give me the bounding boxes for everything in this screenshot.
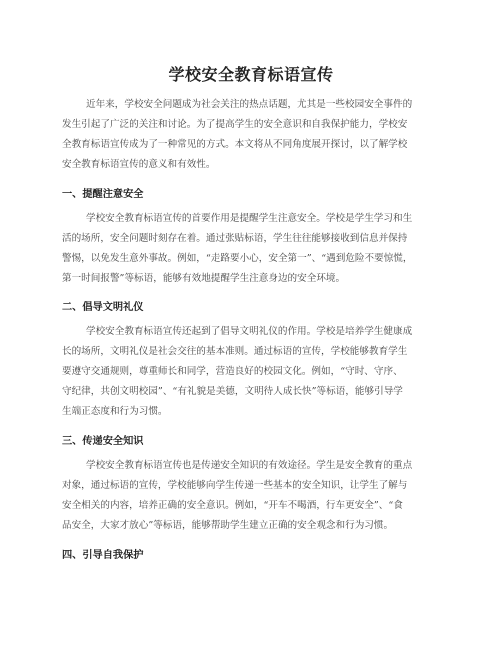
section-heading: 二、倡导文明礼仪 <box>62 302 144 313</box>
section-line: 长的场所，文明礼仪是社会交往的基本准则。通过标语的宣传，学校能够教育学生 <box>62 346 408 357</box>
section-line: 学校安全教育标语宣传的首要作用是提醒学生注意安全。学校是学生学习和生 <box>86 213 413 224</box>
section-line: 学校安全教育标语宣传还起到了倡导文明礼仪的作用。学校是培养学生健康成 <box>86 326 413 337</box>
section-line: 对象，通过标语的宣传，学校能够向学生传递一些基本的安全知识，让学生了解与 <box>62 480 408 491</box>
section-line: 要遵守交通规则，尊重师长和同学，营造良好的校园文化。例如，“守时、守序、 <box>62 366 403 377</box>
section-line: 第一时间报警”等标语，能够有效地提醒学生注意身边的安全环境。 <box>62 273 346 284</box>
section-line: 生端正态度和行为习惯。 <box>62 406 168 417</box>
intro-line: 发生引起了广泛的关注和讨论。为了提高学生的安全意识和自我保护能力，学校安 <box>62 119 408 130</box>
intro-line: 安全教育标语宣传的意义和有效性。 <box>62 159 216 170</box>
section-line: 警惕，以免发生意外事故。例如，“走路要小心，安全第一”、“遇到危险不要惊慌， <box>62 253 413 264</box>
section-line: 品安全，大家才放心”等标语，能够帮助学生建立正确的安全观念和行为习惯。 <box>62 520 394 531</box>
section-line: 学校安全教育标语宣传也是传递安全知识的有效途径。学生是安全教育的重点 <box>86 460 413 471</box>
section-line: 安全相关的内容，培养正确的安全意识。例如，“开车不喝酒，行车更安全”、“食 <box>62 500 403 511</box>
section-heading: 一、提醒注意安全 <box>62 189 144 200</box>
section-line: 守纪律，共创文明校园”、“有礼貌是美德，文明待人成长快”等标语，能够引导学 <box>62 386 403 397</box>
section-line: 活的场所，安全问题时刻存在着。通过张贴标语，学生往往能够接收到信息并保持 <box>62 233 408 244</box>
intro-line: 全教育标语宣传成为了一种常见的方式。本文将从不同角度展开探讨，以了解学校 <box>62 139 408 150</box>
intro-line: 近年来，学校安全问题成为社会关注的热点话题，尤其是一些校园安全事件的 <box>86 99 413 110</box>
document-title: 学校安全教育标语宣传 <box>168 65 334 84</box>
section-heading: 四、引导自我保护 <box>62 550 144 561</box>
section-heading: 三、传递安全知识 <box>62 436 144 447</box>
